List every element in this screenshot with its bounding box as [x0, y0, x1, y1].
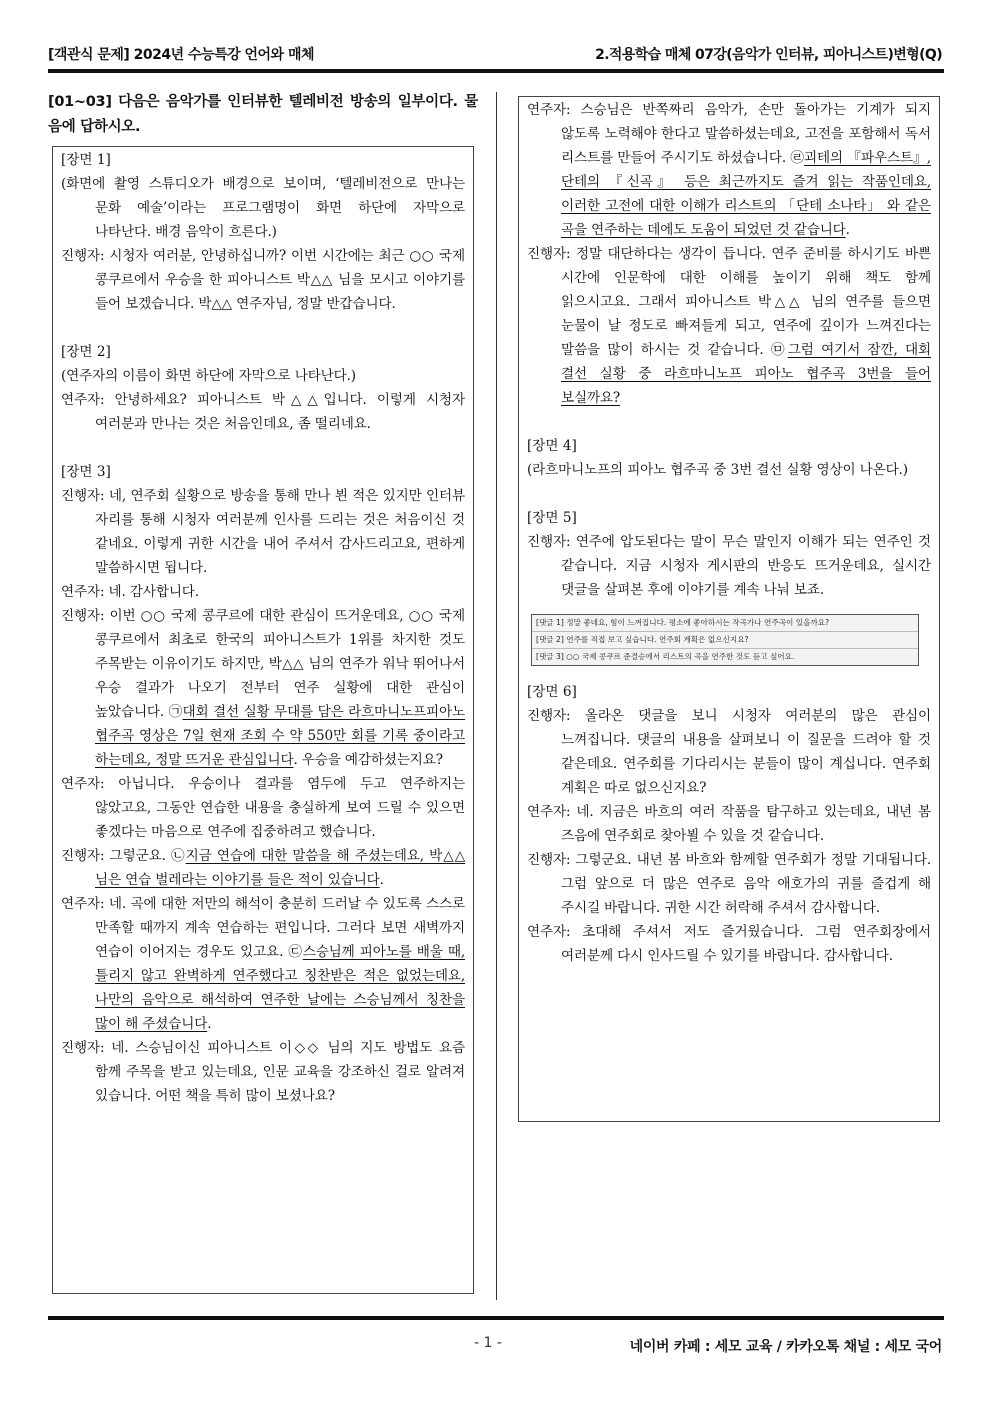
text-span: 진행자: 그렇군요. ㉡: [61, 848, 186, 864]
footer-rule: [48, 1316, 944, 1320]
page-header: [48, 44, 944, 68]
header-subtitle: 2.적용학습 매체 07강(음악가 인터뷰, 피아니스트)변형(Q): [595, 47, 942, 63]
dialogue-line: 연주자: 네. 감사합니다.: [61, 584, 199, 600]
dialogue-line: 진행자: 연주에 압도된다는 말이 무슨 말인지 이해가 되는 연주인 것 같습니다. 지금 시청자 게시판의 반응도 뜨거운데요, 실시간 댓글을 살펴본 후에 이야기를 계속 나눠 보죠.: [527, 534, 931, 598]
text-span: .: [207, 1016, 212, 1032]
dialogue-line: 진행자: 시청자 여러분, 안녕하십니까? 이번 시간에는 최근 ○○ 국제 콩쿠르에서 우승을 한 피아니스트 박△△ 님을 모시고 이야기를 들어 보겠습니다. 박△△ 연주자님, 정말 반갑습니다.: [61, 248, 465, 312]
dialogue-line: [527, 242, 931, 410]
passage-box-left: [52, 146, 474, 1294]
comment-item: [댓글 2] 연주를 직접 보고 싶습니다. 연주회 계획은 없으신지요?: [532, 632, 918, 649]
page-number: - 1 -: [474, 1335, 502, 1351]
scene-1: [61, 148, 465, 316]
dialogue-line: 연주자: 아닙니다. 우승이나 결과를 염두에 두고 연주하지는 않았고요, 그동안 연습한 내용을 충실하게 보여 드릴 수 있으면 좋겠다는 마음으로 연주에 집중하려고 했습니다.: [61, 776, 465, 840]
header-title: [객관식 문제] 2024년 수능특강 언어와 매체: [48, 47, 314, 63]
text-span: . 우승을 예감하셨는지요?: [293, 752, 443, 768]
dialogue-line: 진행자: 네, 연주회 실황으로 방송을 통해 만나 뵌 적은 있지만 인터뷰 자리를 통해 시청자 여러분께 인사를 드리는 것은 처음이신 것 같네요. 이렇게 귀한 시간을 내어 주셔서 감사드리고요, 편하게 말씀하시면 됩니다.: [61, 488, 465, 576]
scene-2: [61, 340, 465, 436]
viewer-comments-board: [531, 614, 919, 666]
scene-4: [527, 434, 931, 482]
text-span: 연주자: 네. 곡에 대한 저만의 해석이 충분히 드러날 수 있도록 스스로 만족할 때까지 계속 연습하는 편입니다. 그러다 보면 새벽까지 연습이 이어지는 경우도 있고요. ㉢: [61, 896, 465, 960]
header-rule: [48, 69, 944, 73]
comment-item: [댓글 3] ○○ 국제 콩쿠르 준결승에서 리스트의 곡을 연주한 것도 듣고 싶어요.: [536, 652, 795, 661]
text-span: .: [845, 222, 850, 238]
stage-direction: (연주자의 이름이 화면 하단에 자막으로 나타난다.): [61, 368, 356, 384]
footer-credit: 네이버 카페 : 세모 교육 / 카카오톡 채널 : 세모 국어: [629, 1339, 942, 1355]
scene-title: [장면 6]: [527, 684, 577, 700]
scene-title: [장면 4]: [527, 438, 577, 454]
dialogue-line: [61, 892, 465, 1036]
text-span: 진행자: 정말 대단하다는 생각이 듭니다. 연주 준비를 하시기도 바쁜 시간에 인문학에 대한 이해를 높이기 위해 책도 함께 읽으시고요. 그래서 피아니스트 박△△ 님의 연주를 들으면 눈물이 날 정도로 빠져들게 되고, 연주에 깊이가 느껴진다는 말씀을 많이 하시는 것 같습니다. ㉤: [527, 246, 931, 358]
scene-6: [527, 680, 931, 968]
dialogue-line: [61, 604, 465, 772]
underlined-text-b: 지금 연습에 대한 말씀을 해 주셨는데요, 박△△ 님은 연습 벌레라는 이야기를 들은 적이 있습니다: [95, 848, 465, 888]
passage-box-right: [518, 96, 940, 1122]
scene-3: [61, 460, 465, 1108]
dialogue-line: 진행자: 올라온 댓글을 보니 시청자 여러분의 많은 관심이 느껴집니다. 댓글의 내용을 살펴보니 이 질문을 드려야 할 것 같은데요. 연주회를 기다리시는 분들이 많이 계십니다. 연주회 계획은 따로 없으신지요?: [527, 708, 931, 796]
underlined-text-c: 스승님께 피아노를 배울 때, 틀리지 않고 완벽하게 연주했다고 칭찬받은 적은 없었는데요, 나만의 음악으로 해석하여 연주한 날에는 스승님께서 칭찬을 많이 해 주셨습니다: [95, 944, 465, 1032]
text-span: 연주자: 스승님은 반쪽짜리 음악가, 손만 돌아가는 기계가 되지 않도록 노력해야 한다고 말씀하셨는데요, 고전을 포함해서 독서 리스트를 만들어 주시기도 하셨습니다. ㉣: [527, 102, 931, 166]
dialogue-line: 연주자: 안녕하세요? 피아니스트 박△△입니다. 이렇게 시청자 여러분과 만나는 것은 처음인데요, 좀 떨리네요.: [61, 392, 465, 432]
dialogue-line: 진행자: 그렇군요. 내년 봄 바흐와 함께할 연주회가 정말 기대됩니다. 그럼 앞으로 더 많은 연주로 음악 애호가의 귀를 즐겁게 해 주시길 바랍니다. 귀한 시간 허락해 주셔서 감사합니다.: [527, 852, 931, 916]
dialogue-line: [527, 98, 931, 242]
question-instruction: [01~03] 다음은 음악가를 인터뷰한 텔레비전 방송의 일부이다. 물음에 답하시오.: [48, 94, 478, 135]
scene-title: [장면 2]: [61, 344, 111, 360]
stage-direction: (라흐마니노프의 피아노 협주곡 중 3번 결선 실황 영상이 나온다.): [527, 462, 908, 478]
dialogue-line: 진행자: 네. 스승님이신 피아니스트 이◇◇ 님의 지도 방법도 요즘 함께 주목을 받고 있는데요, 인문 교육을 강조하신 걸로 알려져 있습니다. 어떤 책을 특히 많이 보셨나요?: [61, 1040, 465, 1104]
scene-5: [527, 506, 931, 602]
scene-title: [장면 5]: [527, 510, 577, 526]
dialogue-line: 연주자: 초대해 주셔서 저도 즐거웠습니다. 그럼 연주회장에서 여러분께 다시 인사드릴 수 있기를 바랍니다. 감사합니다.: [527, 924, 931, 964]
comment-item: [댓글 1] 정말 좋네요, 힘이 느껴집니다. 평소에 좋아하시는 작곡가나 연주곡이 있을까요?: [532, 615, 918, 632]
text-span: .: [379, 872, 384, 888]
underlined-text-a: 대회 결선 실황 무대를 담은 라흐마니노프피아노 협주곡 영상은 7일 현재 조회 수 약 550만 회를 기록 중이라고 하는데요, 정말 뜨거운 관심입니다: [95, 704, 465, 768]
dialogue-line: 연주자: 네. 지금은 바흐의 여러 작품을 탐구하고 있는데요, 내년 봄 즈음에 연주회로 찾아뵐 수 있을 것 같습니다.: [527, 804, 931, 844]
dialogue-line: [61, 844, 465, 892]
scene-title: [장면 1]: [61, 152, 111, 168]
scene-title: [장면 3]: [61, 464, 111, 480]
stage-direction: (화면에 촬영 스튜디오가 배경으로 보이며, ‘텔레비전으로 만나는 문화 예술’이라는 프로그램명이 화면 하단에 자막으로 나타난다. 배경 음악이 흐른다.): [61, 176, 465, 240]
text-span: 진행자: 이번 ○○ 국제 콩쿠르에 대한 관심이 뜨거운데요, ○○ 국제 콩쿠르에서 최초로 한국의 피아니스트가 1위를 차지한 것도 주목받는 이유이기도 하지만, 박△△ 님의 연주가 워낙 뛰어나서 우승 결과가 나오기 전부터 연주 실황에 대한 관심이 높았습니다. ㉠: [61, 608, 465, 720]
underlined-text-d: 괴테의 『파우스트』, 단테의 『신곡』 등은 최근까지도 즐겨 읽는 작품인데요, 이러한 고전에 대한 이해가 리스트의 「단테 소나타」 와 같은 곡을 연주하는 데에도 도움이 되었던 것 같습니다: [561, 150, 931, 238]
underlined-text-e: 그럼 여기서 잠깐, 대회 결선 실황 중 라흐마니노프 피아노 협주곡 3번을 들어 보실까요?: [561, 342, 931, 406]
column-divider: [496, 92, 497, 1300]
